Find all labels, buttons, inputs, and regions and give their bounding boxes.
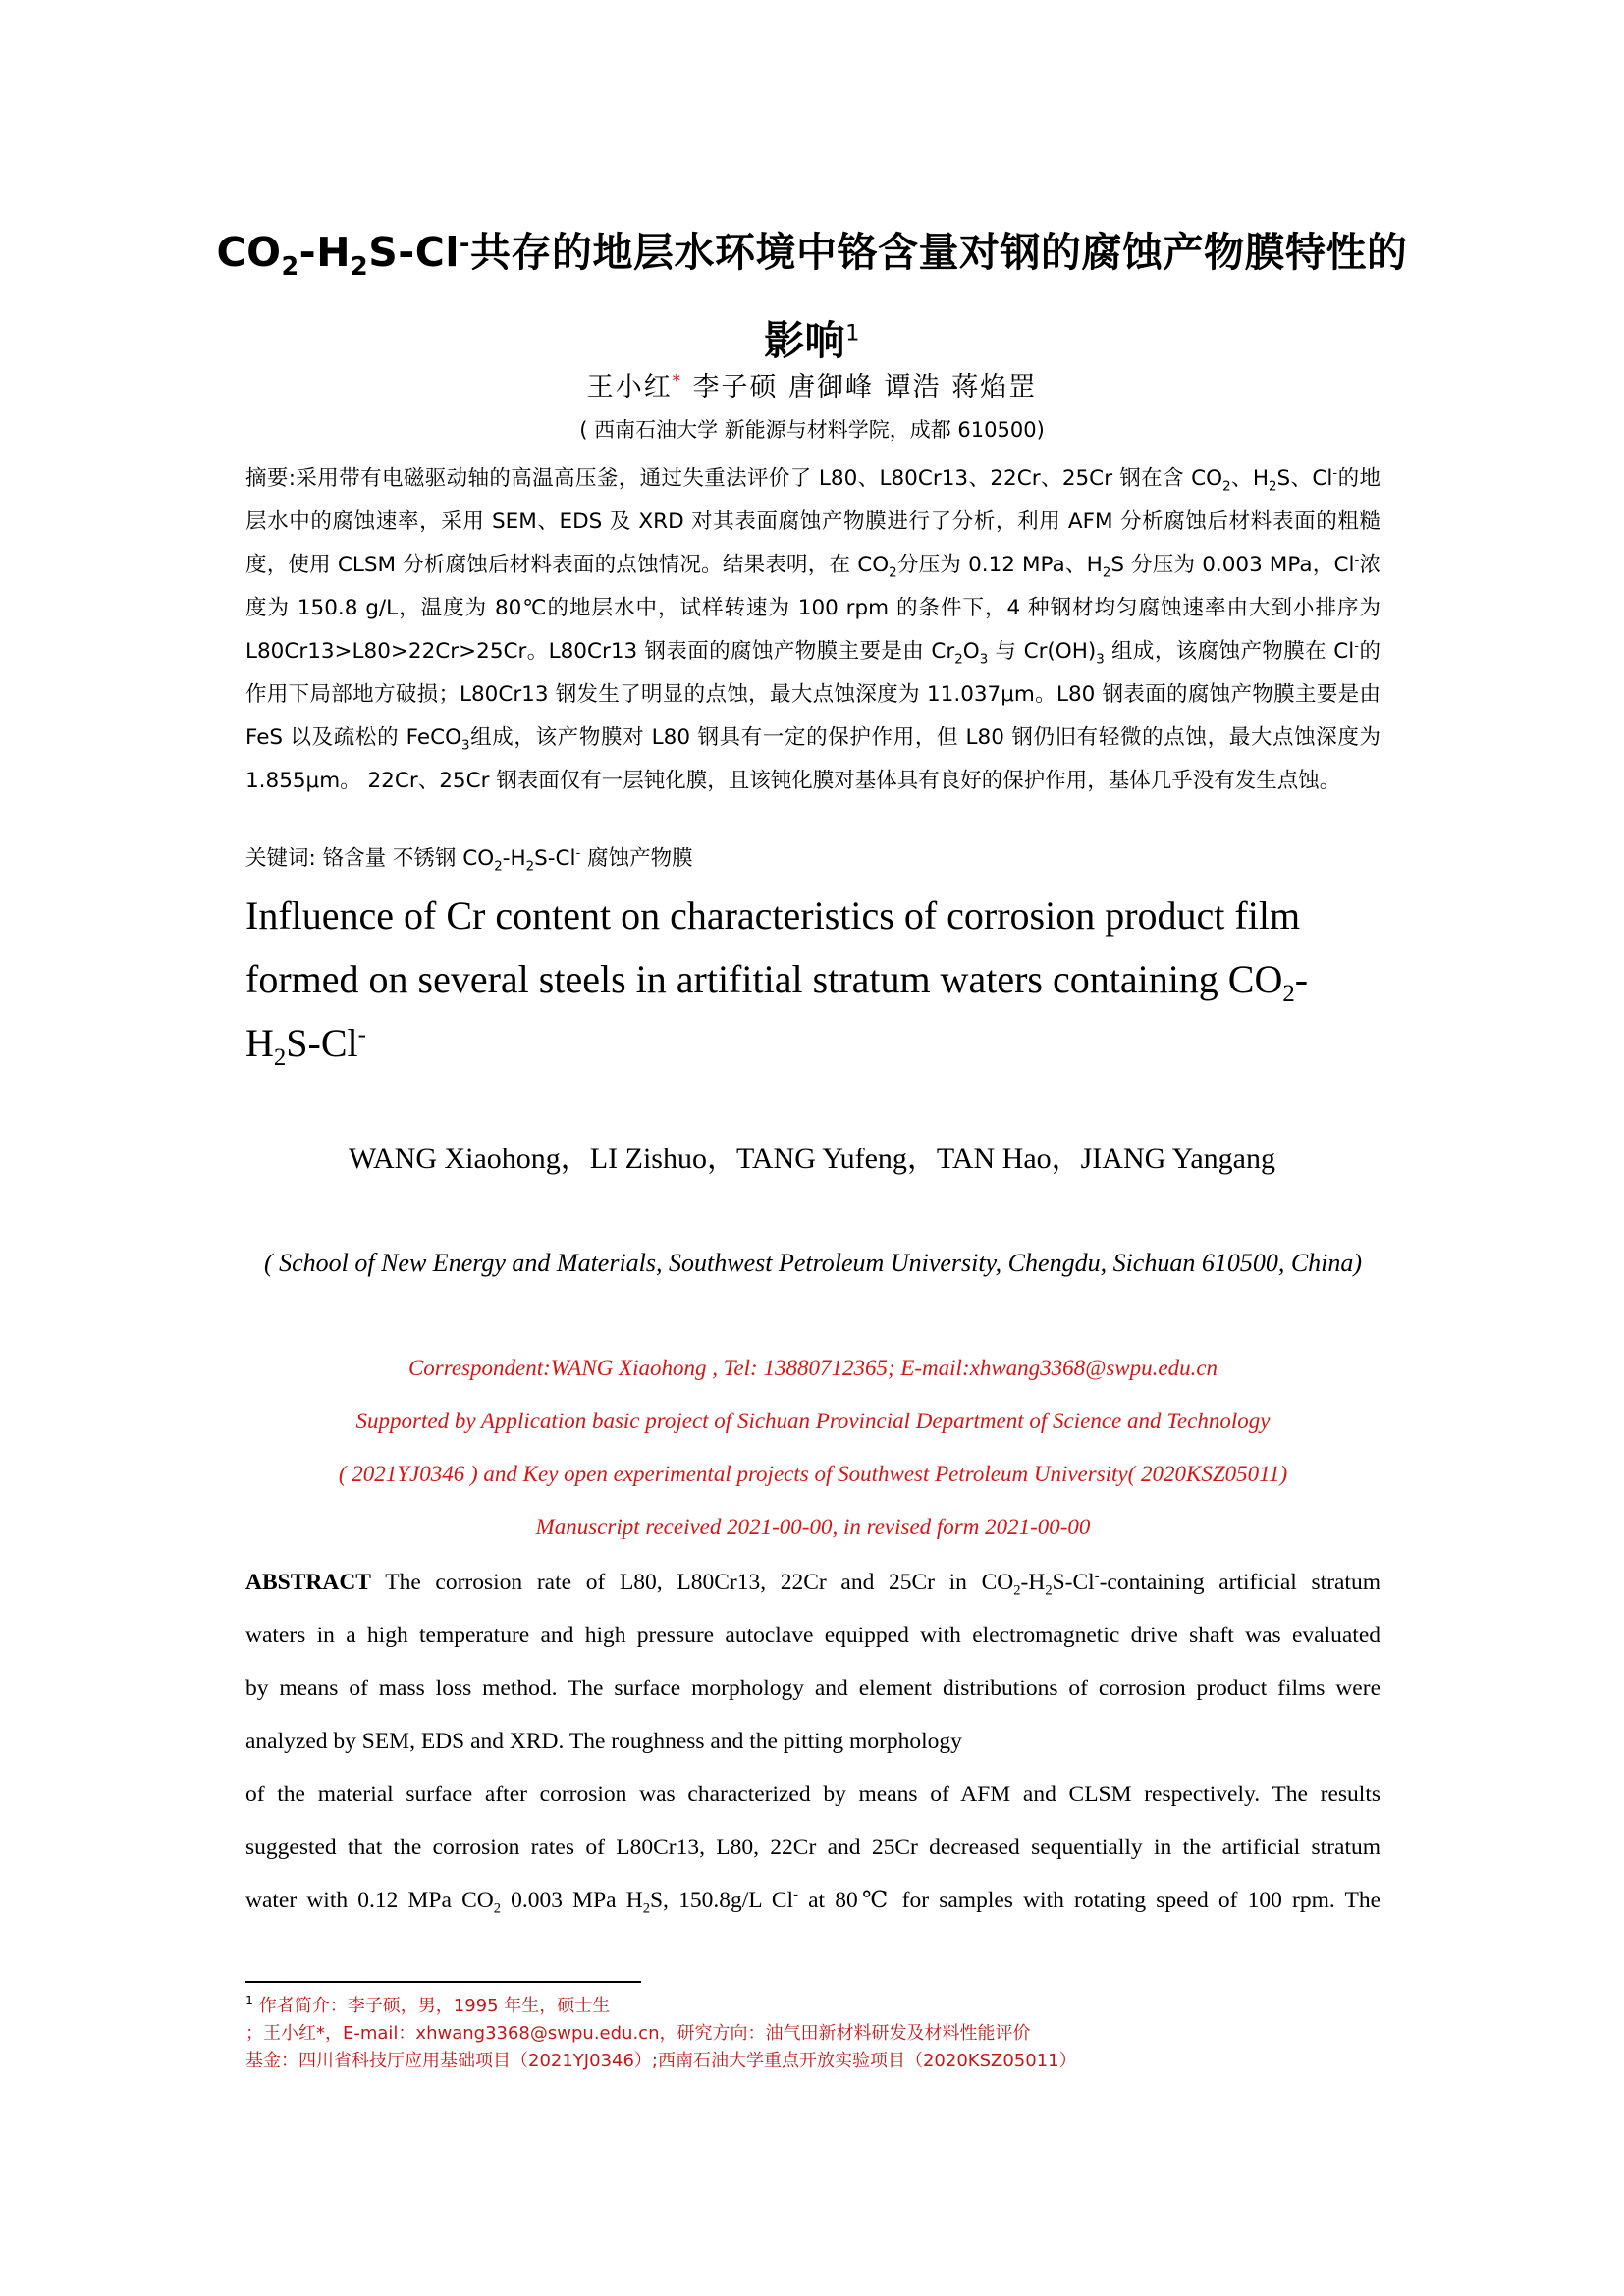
abstract-line: by means of mass loss method. The surface morphology and element distributions of corrosion product films were: [245, 1676, 1380, 1701]
english-affiliation: ( School of New Energy and Materials, Southwest Petroleum University, Chengdu, Sichuan 610500, China): [263, 1249, 1363, 1277]
funding-line-1: Supported by Application basic project of Sichuan Provincial Department of Science and Technology: [355, 1409, 1271, 1433]
abstract-line: ABSTRACT The corrosion rate of L80, L80Cr13, 22Cr and 25Cr in $CO_2-H_2S-Cl^-$-containing artificial stratum: [245, 1569, 1380, 1599]
abstract-line: analyzed by SEM, EDS and XRD. The roughness and the pitting morphology: [245, 1729, 962, 1754]
abstract-line: waters in a high temperature and high pressure autoclave equipped with electromagnetic drive shaft was evaluated: [245, 1623, 1380, 1648]
footnote-3: 基金：四川省科技厅应用基础项目（2021YJ0346）;西南石油大学重点开放实验项目（2020KSZ05011）: [245, 2051, 1077, 2071]
chinese-keywords: 关键词: 铬含量 不锈钢 $CO_2-H_2S-Cl^-$ 腐蚀产物膜: [245, 845, 693, 875]
footnote-1: $^1$ 作者简介：李子硕，男，1995 年生，硕士生: [245, 1993, 611, 2016]
chinese-affiliation: ( 西南石油大学 新能源与材料学院，成都 610500): [579, 418, 1045, 442]
english-abstract: [245, 1556, 1380, 1927]
chinese-title: $CO_2-H_2S-Cl^-$共存的地层水环境中铬含量对钢的腐蚀产物膜特性的影响$^1$: [216, 228, 1408, 364]
abstract-line: suggested that the corrosion rates of L80Cr13, L80, 22Cr and 25Cr decreased sequentially in the artificial stratum: [245, 1835, 1380, 1860]
footnote-rule: [245, 1981, 641, 1983]
english-title: Influence of Cr content on characteristics of corrosion product film formed on several steels in artifitial stratum waters containing $CO_2-H_2S-Cl^-$: [245, 893, 1309, 1071]
abstract-line: water with 0.12 MPa $CO_2$ 0.003 MPa $H_2S$, 150.8g/L Cl- at 80℃ for samples with rotating speed of 100 rpm. The: [245, 1887, 1381, 1917]
footnote-2: ；王小红*，E-mail：xhwang3368@swpu.edu.cn，研究方向：油气田新材料研发及材料性能评价: [245, 2023, 1031, 2044]
manuscript-dates: Manuscript received 2021-00-00, in revised form 2021-00-00: [535, 1515, 1091, 1539]
title-footnote-marker: 1: [845, 320, 860, 347]
funding-line-2: ( 2021YJ0346 ) and Key open experimental projects of Southwest Petroleum University( 2020KSZ05011): [338, 1462, 1288, 1486]
chinese-abstract: 摘要:采用带有电磁驱动轴的高温高压釜，通过失重法评价了 L80、L80Cr13、22Cr、25Cr 钢在含 $CO_2$、$H_2S$、Cl-的地层水中的腐蚀速率，采用 SEM、EDS 及 XRD 对其表面腐蚀产物膜进行了分析，利用 AFM 分析腐蚀后材料表面的粗糙度，使用 CLSM 分析腐蚀后材料表面的点蚀情况。结果表明，在 $CO_2$分压为 0.12 MPa、$H_2S$ 分压为 0.003 MPa，Cl-浓度为 150.8 g/L，温度为 80℃的地层水中，试样转速为 100 rpm 的条件下，4 种钢材均匀腐蚀速率由大到小排序为 L80Cr13>L80>22Cr>25Cr。L80Cr13 钢表面的腐蚀产物膜主要是由 $Cr_2O_3$ 与 $Cr(OH)_3$ 组成，该腐蚀产物膜在 Cl-的作用下局部地方破损；L80Cr13 钢发生了明显的点蚀，最大点蚀深度为 11.037μm。L80 钢表面的腐蚀产物膜主要是由 FeS 以及疏松的 FeCO$_3$组成，该产物膜对 L80 钢具有一定的保护作用，但 L80 钢仍旧有轻微的点蚀，最大点蚀深度为 1.855μm。 22Cr、25Cr 钢表面仅有一层钝化膜，且该钝化膜对基体具有良好的保护作用，基体几乎没有发生点蚀。: [245, 465, 1381, 793]
chinese-authors: 王小红* 李子硕 唐御峰 谭浩 蒋焰罡: [586, 371, 1038, 402]
abstract-line: of the material surface after corrosion was characterized by means of AFM and CLSM respectively. The results: [245, 1782, 1380, 1807]
correspondent-line: Correspondent:WANG Xiaohong , Tel: 13880712365; E-mail:xhwang3368@swpu.edu.cn: [407, 1356, 1218, 1380]
english-authors: WANG Xiaohong，LI Zishuo，TANG Yufeng，TAN Hao，JIANG Yangang: [349, 1143, 1275, 1175]
